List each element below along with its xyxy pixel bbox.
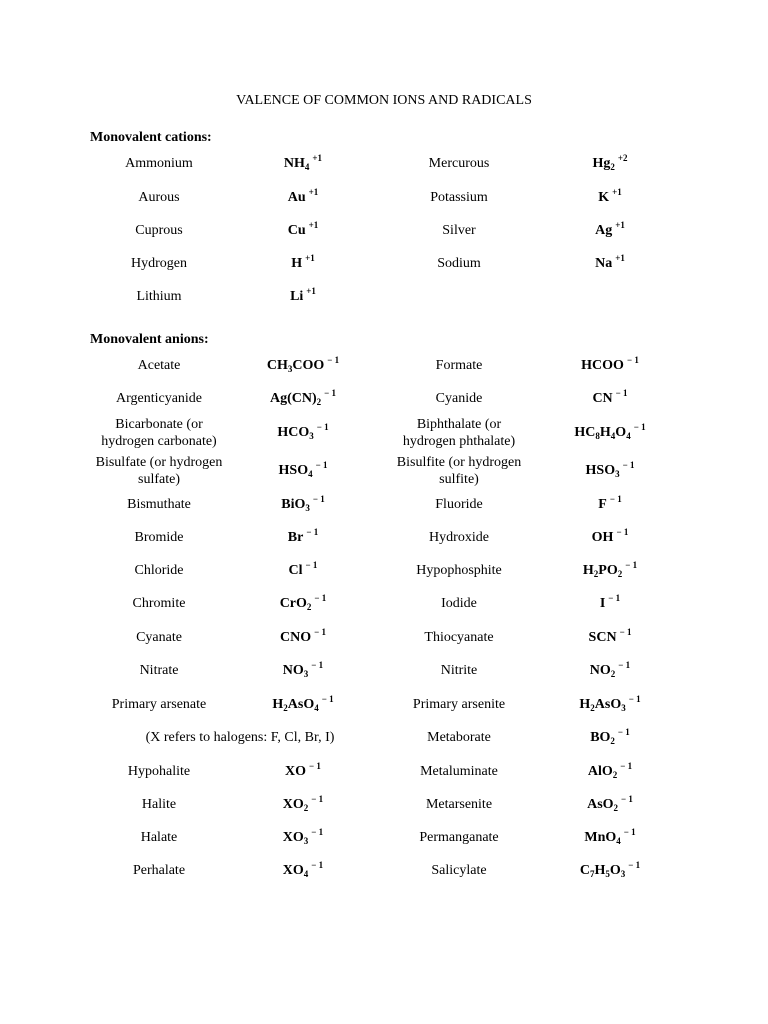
ion-formula	[545, 729, 675, 746]
formula-subscript: 5	[605, 869, 610, 879]
ion-name: Hydroxide	[429, 530, 489, 545]
formula-subscript: 3	[305, 503, 310, 513]
ion-formula	[545, 357, 675, 374]
ion-name: Metarsenite	[425, 797, 493, 812]
section-heading: Monovalent cations:	[90, 130, 212, 145]
formula-text: MnO	[584, 830, 617, 845]
formula-text: Hg	[592, 156, 611, 171]
formula-subscript: 2	[316, 397, 322, 407]
ion-formula	[243, 862, 363, 879]
formula-charge: − 1	[619, 627, 632, 637]
formula-charge: +1	[306, 286, 316, 296]
formula-text: H	[272, 697, 284, 712]
ion-name: Metaborate	[427, 730, 491, 745]
formula-text: I	[599, 596, 606, 611]
ion-name-line: hydrogen phthalate)	[402, 434, 516, 449]
formula-subscript: 3	[615, 469, 620, 479]
formula-text: OH	[591, 530, 614, 545]
formula-subscript: 2	[617, 569, 623, 579]
formula-text: H	[582, 563, 594, 578]
formula-text: H	[291, 256, 303, 271]
formula-subscript: 7	[589, 869, 595, 879]
ion-formula	[243, 829, 363, 846]
formula-text: CN	[592, 391, 613, 406]
formula-subscript: 2	[283, 703, 288, 713]
formula-subscript: 4	[610, 431, 616, 441]
formula-text: Ag(CN)	[269, 391, 317, 406]
ion-formula	[243, 357, 363, 374]
ion-name: Chromite	[132, 596, 186, 611]
formula-charge: − 1	[617, 727, 630, 737]
ion-formula	[243, 662, 363, 679]
ion-name: Metaluminate	[420, 764, 498, 779]
ion-name: Bismuthate	[127, 497, 191, 512]
ion-name: Hypophosphite	[416, 563, 502, 578]
ion-formula	[243, 496, 363, 513]
formula-text: BO	[590, 730, 611, 745]
formula-text: Br	[287, 530, 304, 545]
ion-name	[380, 454, 538, 488]
formula-text: HC	[574, 425, 596, 440]
formula-charge: − 1	[609, 494, 622, 504]
ion-formula	[243, 462, 363, 479]
halogen-note: (X refers to halogens: F, Cl, Br, I)	[145, 730, 335, 745]
formula-charge: − 1	[620, 761, 633, 771]
formula-charge: +1	[308, 220, 319, 230]
formula-charge: − 1	[628, 860, 641, 870]
formula-charge: − 1	[324, 388, 337, 398]
formula-subscript: 2	[593, 569, 599, 579]
formula-charge: − 1	[327, 355, 340, 365]
section-heading: Monovalent anions:	[90, 332, 209, 347]
formula-subscript: 2	[303, 803, 309, 813]
formula-charge: +1	[612, 187, 622, 197]
ion-name: Hypohalite	[127, 764, 191, 779]
ion-formula	[243, 155, 363, 172]
ion-name: Hydrogen	[131, 256, 187, 271]
ion-formula	[243, 595, 363, 612]
ion-name	[90, 454, 228, 488]
ion-name: Bromide	[134, 530, 184, 545]
formula-charge: − 1	[608, 593, 621, 603]
ion-name: Perhalate	[132, 863, 186, 878]
formula-text: H	[599, 425, 611, 440]
formula-text: SCN	[588, 630, 617, 645]
ion-formula	[545, 562, 675, 579]
ion-formula	[545, 496, 675, 513]
ion-formula	[545, 155, 675, 172]
ion-name: Primary arsenite	[412, 697, 506, 712]
ion-name: Sodium	[437, 256, 481, 271]
formula-charge: − 1	[311, 827, 324, 837]
formula-text: NH	[283, 156, 305, 171]
formula-charge: − 1	[633, 422, 646, 432]
formula-charge: − 1	[625, 560, 638, 570]
ion-name-line: sulfate)	[138, 472, 180, 487]
formula-text: O	[615, 425, 627, 440]
ion-formula	[545, 662, 675, 679]
ion-formula	[243, 255, 363, 272]
formula-text: Cu	[287, 223, 306, 238]
ion-formula	[243, 562, 363, 579]
formula-subscript: 4	[304, 162, 310, 172]
formula-text: AlO	[587, 764, 613, 779]
formula-text: H	[594, 863, 606, 878]
formula-subscript: 3	[620, 869, 626, 879]
ion-name: Nitrite	[440, 663, 478, 678]
page-title: VALENCE OF COMMON IONS AND RADICALS	[236, 93, 532, 108]
formula-charge: − 1	[311, 660, 324, 670]
ion-name-line: hydrogen carbonate)	[101, 434, 217, 449]
formula-text: HSO	[278, 463, 309, 478]
formula-charge: − 1	[321, 694, 334, 704]
formula-subscript: 3	[287, 364, 293, 374]
ion-name: Primary arsenate	[111, 697, 207, 712]
formula-subscript: 3	[303, 669, 309, 679]
formula-subscript: 2	[610, 162, 615, 172]
formula-subscript: 2	[613, 803, 619, 813]
formula-text: CNO	[279, 630, 312, 645]
formula-charge: − 1	[314, 627, 326, 637]
formula-charge: − 1	[622, 460, 635, 470]
formula-charge: − 1	[618, 660, 631, 670]
ion-name: Fluoride	[435, 497, 483, 512]
formula-charge: +1	[308, 187, 319, 197]
ion-formula	[545, 424, 675, 441]
formula-subscript: 4	[308, 469, 313, 479]
ion-name: Mercurous	[428, 156, 490, 171]
ion-formula	[545, 796, 675, 813]
ion-name: Potassium	[430, 190, 488, 205]
formula-subscript: 8	[595, 431, 600, 441]
formula-charge: − 1	[623, 827, 636, 837]
formula-charge: − 1	[615, 388, 628, 398]
formula-text: BiO	[281, 497, 306, 512]
formula-subscript: 2	[610, 736, 615, 746]
formula-charge: − 1	[311, 794, 324, 804]
formula-subscript: 3	[621, 703, 626, 713]
ion-formula	[545, 189, 675, 206]
ion-formula	[243, 629, 363, 646]
ion-formula	[243, 424, 363, 441]
formula-text: Ag	[595, 223, 613, 238]
formula-charge: − 1	[314, 593, 327, 603]
formula-text: CrO	[279, 596, 307, 611]
ion-formula	[545, 629, 675, 646]
formula-charge: +1	[305, 253, 315, 263]
formula-text: HCOO	[581, 358, 624, 373]
ion-name: Halite	[141, 797, 177, 812]
formula-text: O	[609, 863, 621, 878]
formula-subscript: 2	[590, 703, 595, 713]
formula-text: H	[579, 697, 591, 712]
formula-text: HSO	[585, 463, 616, 478]
formula-charge: − 1	[316, 422, 329, 432]
formula-subscript: 3	[303, 836, 309, 846]
ion-formula	[243, 189, 363, 206]
ion-formula	[243, 696, 363, 713]
formula-text: Cl	[288, 563, 303, 578]
ion-name: Chloride	[134, 563, 184, 578]
formula-text: XO	[282, 797, 304, 812]
ion-name: Acetate	[137, 358, 181, 373]
formula-text: XO	[285, 764, 307, 779]
formula-text: XO	[282, 830, 304, 845]
formula-charge: +1	[615, 253, 625, 263]
ion-formula	[243, 288, 363, 305]
ion-formula	[243, 390, 363, 407]
formula-text: HCO	[277, 425, 310, 440]
ion-name-line: sulfite)	[439, 472, 479, 487]
ion-formula	[545, 390, 675, 407]
ion-name: Silver	[442, 223, 476, 238]
ion-name-line: Bisulfite (or hydrogen	[396, 455, 522, 470]
ion-name	[90, 416, 228, 450]
ion-formula	[243, 222, 363, 239]
formula-text: NO	[282, 663, 304, 678]
ion-formula	[545, 462, 675, 479]
ion-formula	[545, 696, 675, 713]
formula-charge: − 1	[309, 761, 321, 771]
ion-name: Lithium	[136, 289, 182, 304]
ion-name	[380, 416, 538, 450]
ion-formula	[545, 255, 675, 272]
formula-charge: − 1	[305, 560, 318, 570]
ion-name: Cuprous	[135, 223, 183, 238]
ion-name: Salicylate	[431, 863, 487, 878]
formula-text: AsO	[587, 797, 614, 812]
formula-text: COO	[292, 358, 325, 373]
ion-formula	[545, 829, 675, 846]
ion-name: Argenticyanide	[115, 391, 203, 406]
ion-name-line: Biphthalate (or	[416, 417, 502, 432]
formula-text: C	[579, 863, 590, 878]
formula-charge: − 1	[628, 694, 641, 704]
ion-formula	[545, 862, 675, 879]
formula-text: K	[598, 190, 610, 205]
formula-charge: − 1	[306, 527, 319, 537]
formula-text: XO	[282, 863, 304, 878]
formula-charge: − 1	[621, 794, 633, 804]
formula-subscript: 4	[616, 836, 621, 846]
ion-name: Permanganate	[419, 830, 499, 845]
formula-subscript: 4	[314, 703, 319, 713]
ion-formula	[243, 763, 363, 780]
formula-subscript: 4	[626, 431, 631, 441]
formula-subscript: 2	[306, 602, 312, 612]
formula-charge: +1	[312, 153, 323, 163]
formula-charge: +1	[615, 220, 625, 230]
formula-text: Na	[595, 256, 613, 271]
ion-name-line: Bicarbonate (or	[115, 417, 203, 432]
formula-charge: − 1	[626, 355, 639, 365]
ion-name: Ammonium	[125, 156, 193, 171]
formula-charge: − 1	[315, 460, 328, 470]
formula-charge: +2	[617, 153, 628, 163]
formula-text: PO	[598, 563, 618, 578]
formula-subscript: 2	[610, 669, 616, 679]
formula-text: CH	[266, 358, 288, 373]
ion-name: Thiocyanate	[424, 630, 494, 645]
ion-name: Cyanate	[136, 630, 182, 645]
formula-text: Li	[290, 289, 304, 304]
formula-charge: − 1	[312, 494, 325, 504]
ion-formula	[545, 222, 675, 239]
formula-charge: − 1	[616, 527, 629, 537]
ion-name: Nitrate	[139, 663, 179, 678]
formula-text: NO	[589, 663, 611, 678]
ion-formula	[545, 595, 675, 612]
ion-name: Aurous	[138, 190, 180, 205]
formula-subscript: 2	[612, 770, 618, 780]
formula-text: AsO	[594, 697, 622, 712]
ion-formula	[243, 529, 363, 546]
formula-text: AsO	[287, 697, 315, 712]
ion-name-line: Bisulfate (or hydrogen	[95, 455, 223, 470]
formula-charge: − 1	[311, 860, 324, 870]
ion-name: Cyanide	[435, 391, 483, 406]
formula-text: F	[598, 497, 607, 512]
ion-formula	[545, 763, 675, 780]
formula-subscript: 4	[303, 869, 309, 879]
ion-name: Formate	[435, 358, 483, 373]
formula-text: Au	[287, 190, 306, 205]
ion-formula	[243, 796, 363, 813]
ion-name: Iodide	[441, 596, 477, 611]
ion-name: Halate	[140, 830, 178, 845]
formula-subscript: 3	[309, 431, 314, 441]
ion-formula	[545, 529, 675, 546]
